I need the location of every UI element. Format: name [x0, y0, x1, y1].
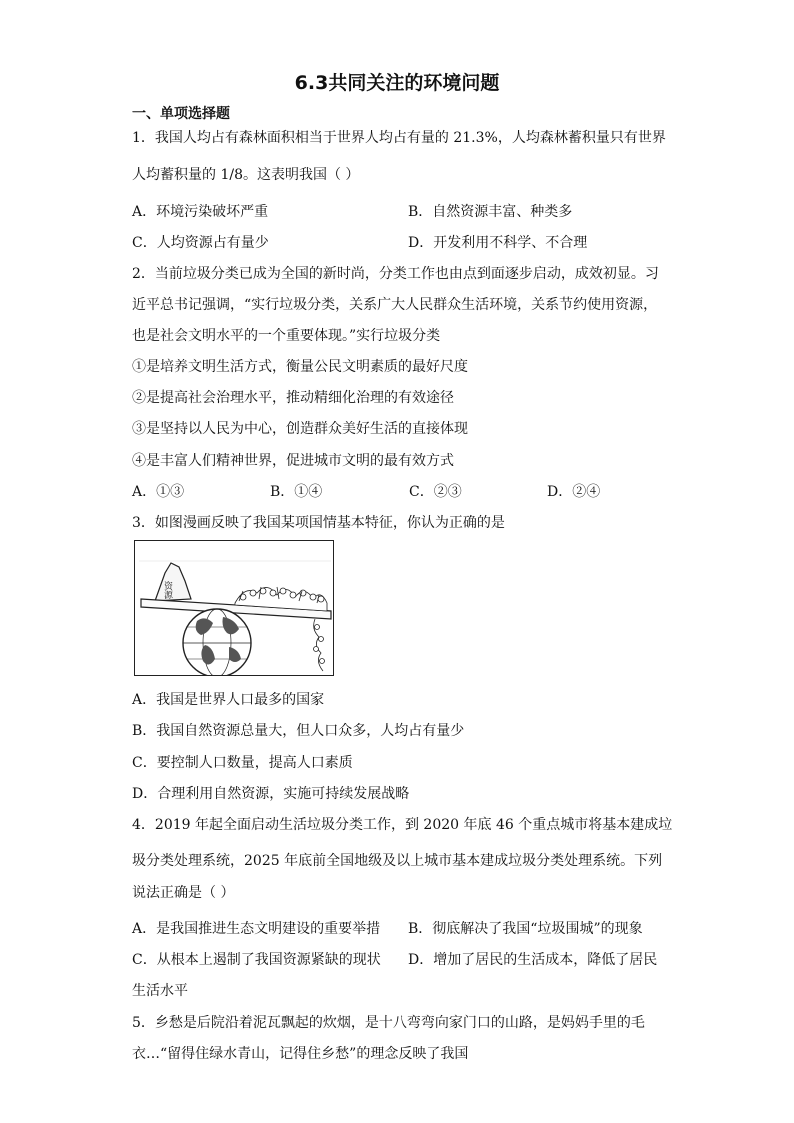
q1-stem-line1: 1．我国人均占有森林面积相当于世界人均占有量的 21.3%，人均森林蓄积量只有世界: [132, 130, 666, 146]
q2-statement-1: ①是培养文明生活方式，衡量公民文明素质的最好尺度: [132, 359, 468, 375]
q2-option-d: D．②④: [547, 484, 601, 500]
cartoon-resource-label: 资源: [162, 581, 172, 599]
q2-stem-line2: 近平总书记强调，“实行垃圾分类，关系广大人民群众生活环境，关系节约使用资源，: [132, 297, 658, 313]
q4-stem-line2: 圾分类处理系统，2025 年底前全国地级及以上城市基本建成垃圾分类处理系统。下列: [132, 853, 663, 869]
q3-stem: 3．如图漫画反映了我国某项国情基本特征，你认为正确的是: [132, 515, 505, 531]
q3-option-c: C．要控制人口数量，提高人口素质: [132, 755, 353, 771]
q1-option-a: A．环境污染破坏严重: [132, 204, 269, 220]
q4-option-d-continuation: 生活水平: [132, 983, 188, 999]
q3-option-b: B．我国自然资源总量大，但人口众多，人均占有量少: [132, 723, 465, 739]
q2-statement-3: ③是坚持以人民为中心，创造群众美好生活的直接体现: [132, 421, 468, 437]
q2-stem-line1: 2．当前垃圾分类已成为全国的新时尚，分类工作也由点到面逐步启动，成效初显。习: [132, 266, 659, 282]
q1-option-b: B．自然资源丰富、种类多: [408, 204, 573, 220]
q4-option-a: A．是我国推进生态文明建设的重要举措: [132, 921, 381, 937]
q4-stem-line1: 4．2019 年起全面启动生活垃圾分类工作，到 2020 年底 46 个重点城市将基本建成垃: [132, 817, 673, 833]
q4-option-b: B．彻底解决了我国“垃圾围城”的现象: [408, 921, 643, 937]
cartoon-figure: [134, 540, 334, 676]
q2-option-c: C．②③: [409, 484, 462, 500]
page-title: 6.3共同关注的环境问题: [294, 72, 500, 94]
q1-option-d: D．开发利用不科学、不合理: [408, 235, 588, 251]
q2-option-a: A．①③: [132, 484, 185, 500]
q3-option-d: D．合理利用自然资源，实施可持续发展战略: [132, 786, 410, 802]
q2-statement-4: ④是丰富人们精神世界，促进城市文明的最有效方式: [132, 453, 454, 469]
q5-stem-line1: 5．乡愁是后院沿着泥瓦飘起的炊烟，是十八弯弯向家门口的山路，是妈妈手里的毛: [132, 1015, 645, 1031]
q4-option-c: C．从根本上遏制了我国资源紧缺的现状: [132, 952, 381, 968]
q2-statement-2: ②是提高社会治理水平，推动精细化治理的有效途径: [132, 390, 454, 406]
q5-stem-line2: 衣…“留得住绿水青山，记得住乡愁”的理念反映了我国: [132, 1046, 469, 1062]
q4-stem-line3: 说法正确是（ ）: [132, 885, 235, 901]
q1-option-c: C．人均资源占有量少: [132, 235, 269, 251]
q3-option-a: A．我国是世界人口最多的国家: [132, 692, 325, 708]
globe-icon: [183, 609, 251, 676]
q4-option-d: D．增加了居民的生活成本，降低了居民: [408, 952, 658, 968]
section-heading: 一、单项选择题: [132, 106, 230, 122]
q2-option-b: B．①④: [270, 484, 323, 500]
falling-people: [314, 619, 325, 671]
q2-stem-line3: 也是社会文明水平的一个重要体现。”实行垃圾分类: [132, 328, 441, 344]
cartoon-illustration: [135, 541, 334, 676]
q1-stem-line2: 人均蓄积量的 1/8。这表明我国（ ）: [132, 167, 360, 183]
resource-pile: [155, 563, 191, 601]
